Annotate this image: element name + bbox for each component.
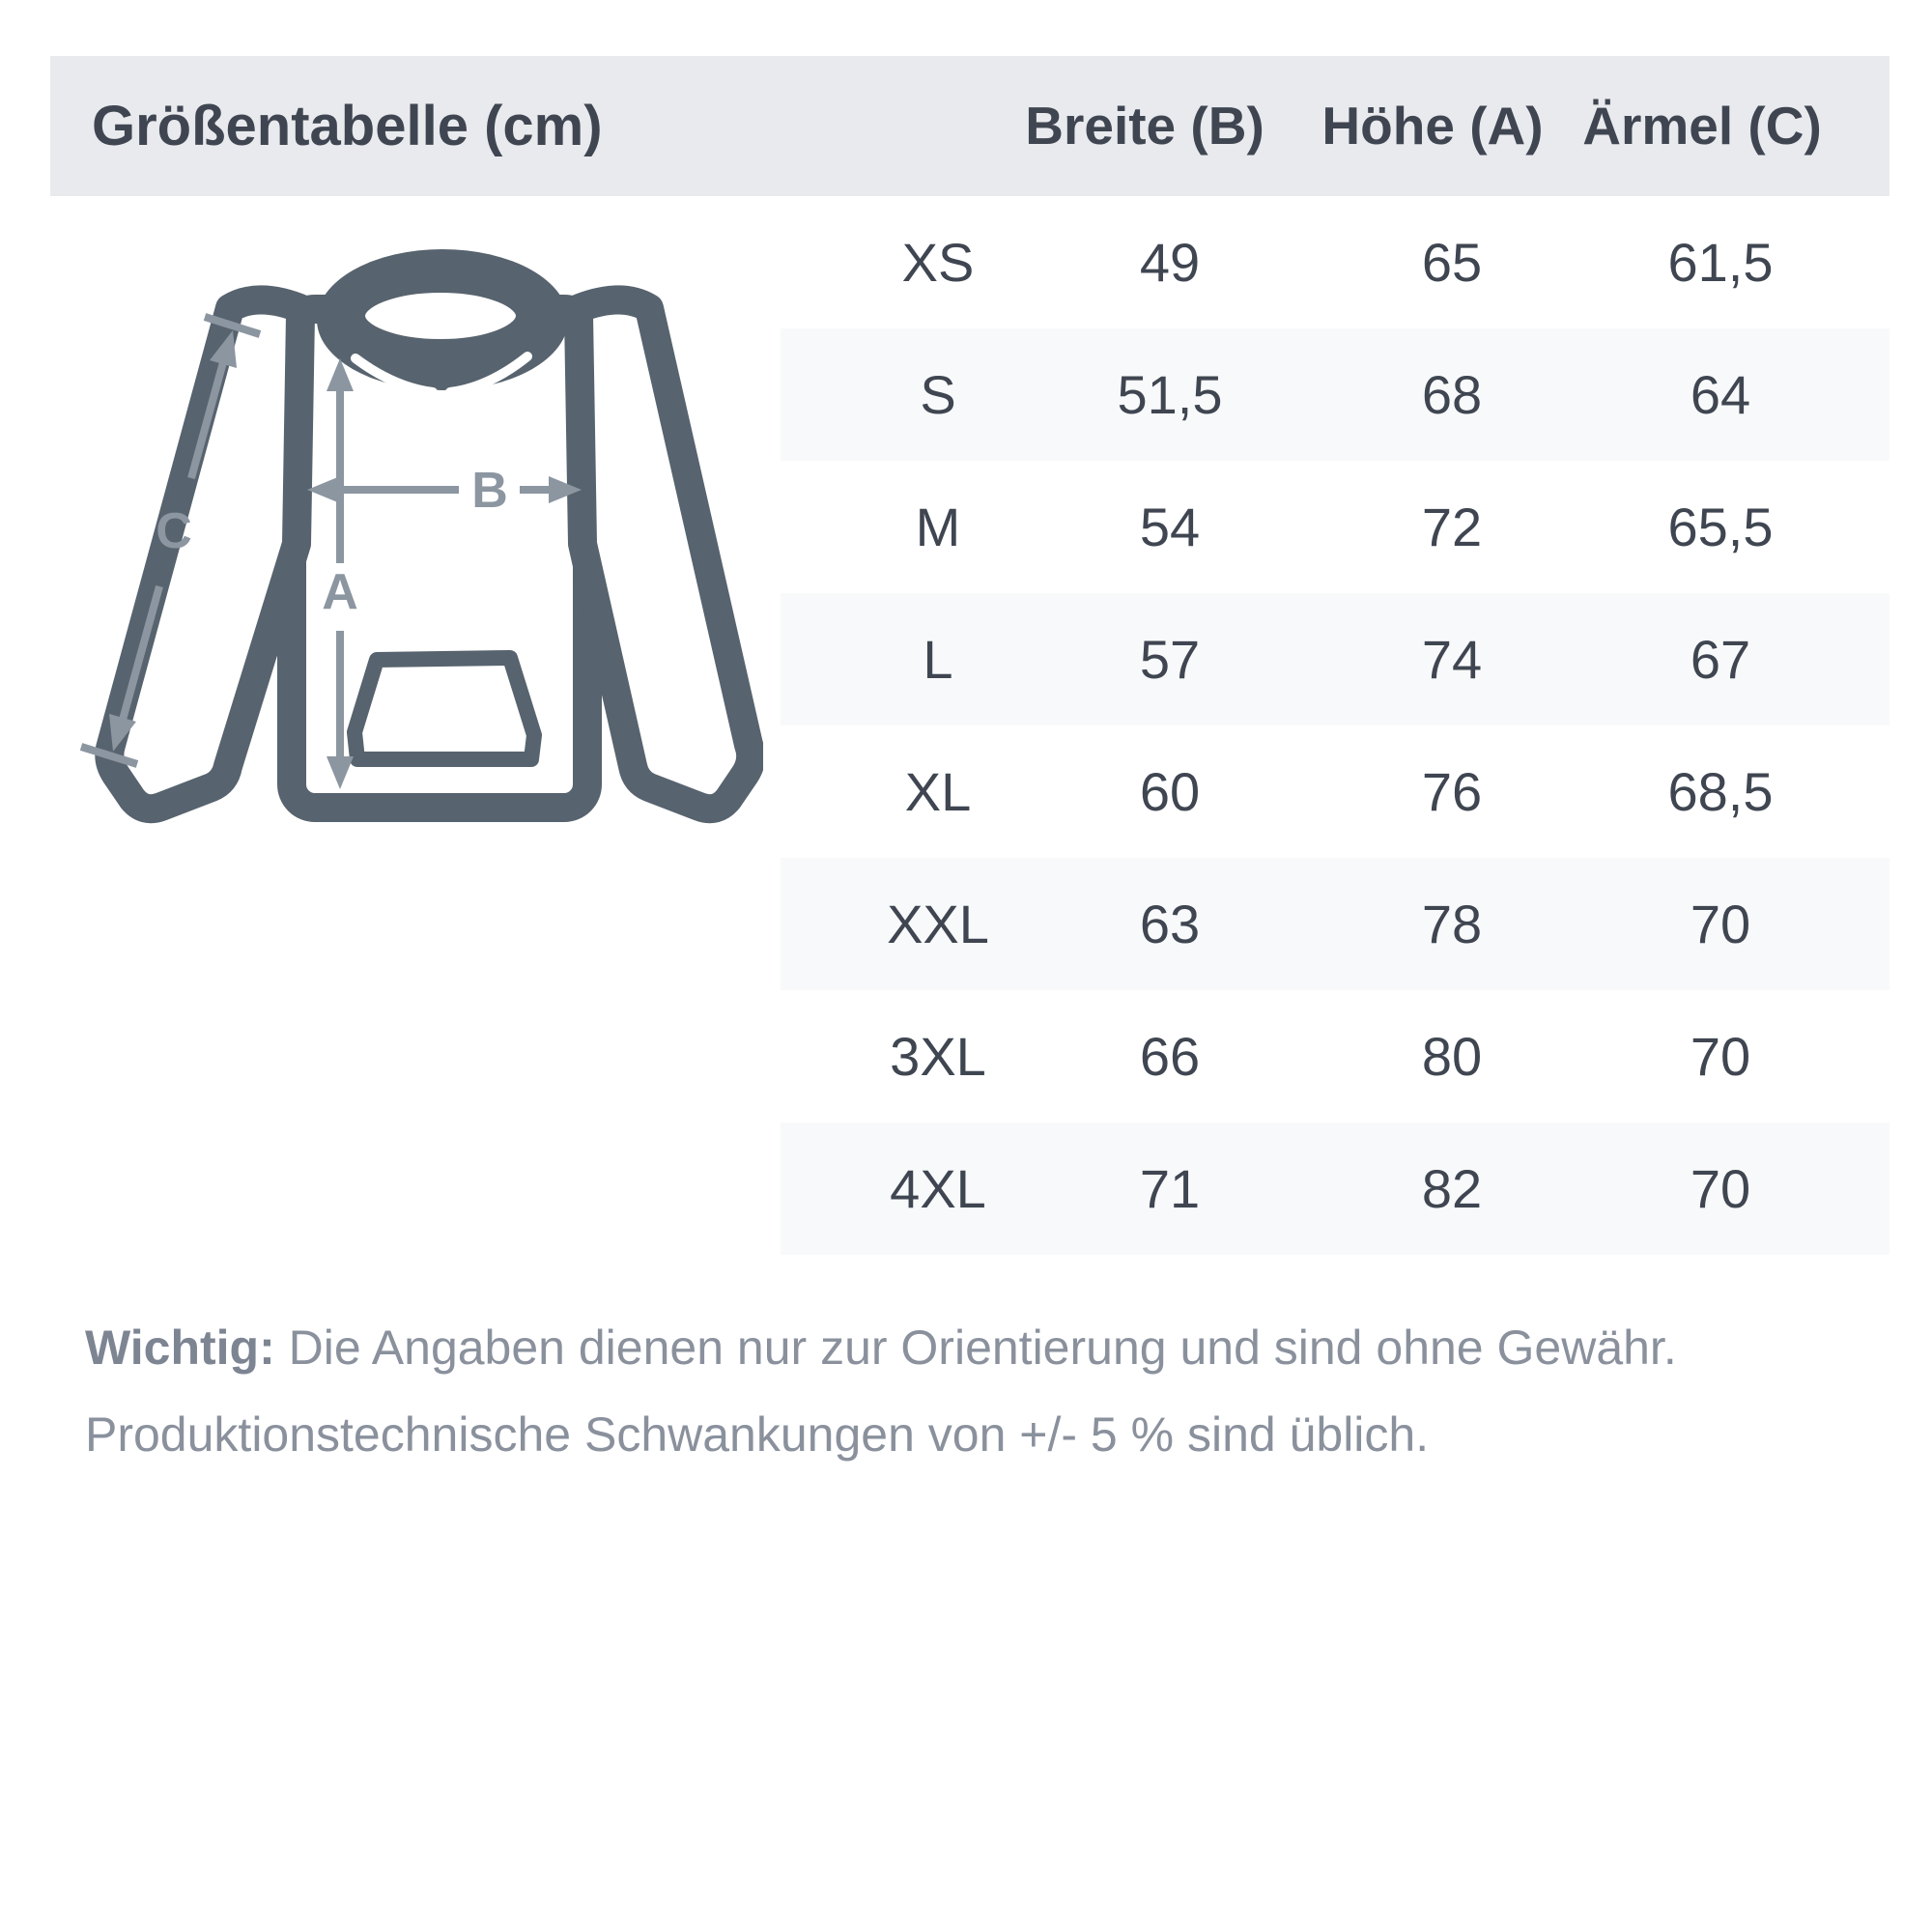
size-cell: XL: [904, 761, 972, 822]
hoodie-measurement-diagram: [68, 217, 763, 855]
size-cell: 4XL: [890, 1158, 986, 1219]
hoehe-cell: 78: [1421, 894, 1483, 954]
label-b: B: [471, 463, 508, 519]
table-row: [781, 593, 1889, 725]
hoehe-cell: 68: [1421, 364, 1483, 425]
breite-cell: 57: [1139, 629, 1201, 690]
footer-note-text: Die Angaben dienen nur zur Orientierung und sind ohne Gewähr. Produktionstechnische Schwankungen von +/- 5 % sind üblich.: [85, 1321, 1677, 1462]
size-cell: L: [923, 629, 953, 690]
breite-cell: 66: [1139, 1026, 1201, 1087]
breite-cell: 54: [1139, 497, 1201, 557]
size-cell: S: [920, 364, 956, 425]
size-cell: XXL: [887, 894, 989, 954]
breite-cell: 71: [1139, 1158, 1201, 1219]
size-table: [781, 196, 1889, 1255]
size-cell: XS: [901, 232, 975, 293]
aermel-cell: 65,5: [1667, 497, 1774, 557]
size-cell: 3XL: [890, 1026, 986, 1087]
page-title: Größentabelle (cm): [92, 95, 603, 157]
aermel-cell: 70: [1690, 1026, 1751, 1087]
table-row: [781, 990, 1889, 1122]
size-cell: M: [915, 497, 961, 557]
breite-cell: 63: [1139, 894, 1201, 954]
hoehe-cell: 65: [1421, 232, 1483, 293]
label-c: C: [156, 503, 192, 559]
hoodie-pocket: [355, 658, 534, 759]
breite-cell: 49: [1139, 232, 1201, 293]
table-row: [781, 196, 1889, 328]
hoehe-cell: 72: [1421, 497, 1483, 557]
hoehe-cell: 74: [1421, 629, 1483, 690]
hoehe-cell: 80: [1421, 1026, 1483, 1087]
table-row: [781, 1122, 1889, 1255]
table-row: [781, 725, 1889, 858]
aermel-cell: 68,5: [1667, 761, 1774, 822]
table-row: [781, 858, 1889, 990]
table-row: [781, 461, 1889, 593]
hoehe-cell: 76: [1421, 761, 1483, 822]
column-header-breite: Breite (B): [1025, 96, 1264, 156]
breite-cell: 51,5: [1117, 364, 1223, 425]
hoodie-left-sleeve: [109, 299, 304, 809]
table-row: [781, 328, 1889, 461]
footer-note-bold: Wichtig:: [85, 1321, 275, 1375]
label-a: A: [322, 564, 358, 620]
aermel-cell: 64: [1690, 364, 1751, 425]
aermel-cell: 67: [1690, 629, 1751, 690]
breite-cell: 60: [1139, 761, 1201, 822]
column-header-hoehe: Höhe (A): [1321, 96, 1544, 156]
footer-note: [85, 1304, 1814, 1478]
aermel-cell: 61,5: [1667, 232, 1774, 293]
column-header-aermel: Ärmel (C): [1582, 96, 1822, 156]
table-header-bar: [50, 56, 1889, 196]
aermel-cell: 70: [1690, 894, 1751, 954]
hoehe-cell: 82: [1421, 1158, 1483, 1219]
aermel-cell: 70: [1690, 1158, 1751, 1219]
